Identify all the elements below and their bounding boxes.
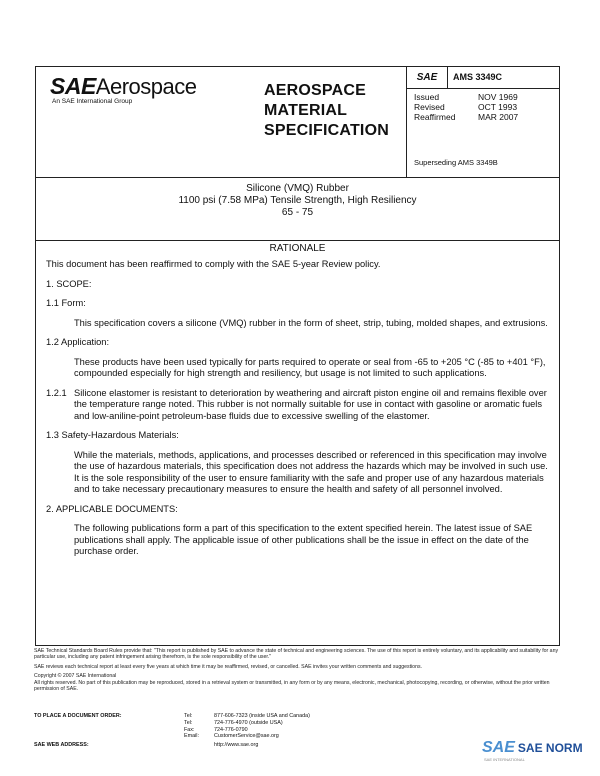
ams-number: AMS 3349C [453,72,503,82]
section-1-3-heading: 1.3 Safety-Hazardous Materials: [46,430,179,440]
section-1-1-heading: 1.1 Form: [46,298,86,308]
section-1-2-1-number: 1.2.1 [46,387,67,398]
material-title [36,183,559,219]
material-title-line: Silicone (VMQ) Rubber [246,183,349,194]
section-1-2-text: These products have been used typically for parts required to operate or seal from -65 to +205 °C (-85 to +401 °F), compounded especially for high strength and resiliency, but usage is not limited to such applications. [74,356,546,378]
date-label: Issued [414,92,440,102]
superseding-note: Superseding AMS 3349B [414,158,498,167]
web-address-link[interactable]: http://www.sae.org [214,742,259,749]
title-line: AEROSPACE [264,82,366,99]
document-body [46,259,551,558]
contact-value: 724-776-0790 [214,726,248,733]
logo-subtitle: An SAE International Group [52,98,133,105]
contact-value: 724-776-4970 (outside USA) [214,719,283,726]
document-type-title [264,81,389,141]
contact-value: 877-606-7323 (inside USA and Canada) [214,713,310,719]
watermark-word: SAE NORM [517,741,583,755]
document-info-column [406,67,560,177]
section-1-2-1 [46,388,551,423]
section-1-2-1-text: Silicone elastomer is resistant to deterioration by weathering and aircraft piston engine oil and remains flexible over the temperature range noted. This rubber is not normally suitable for use in contact with gasoline or aromatic fuels and low-aniline-point petroleum-base fluids due to excessive swelling of the elastomer. [74,387,547,421]
logo-brand: SAE [50,73,96,99]
footer-review-text: SAE reviews each technical report at least every five years at which time it may be reaffirmed, revised, or cancelled. SAE invites your written comments and suggestions. [34,663,422,670]
section-1-2-heading: 1.2 Application: [46,337,110,347]
contact-label: Tel: [184,719,193,726]
order-label: TO PLACE A DOCUMENT ORDER: [34,713,122,719]
sae-aerospace-logo [50,73,196,105]
watermark-mark: SAE [482,739,515,756]
contact-label: Email: [184,733,199,740]
contact-label: Tel: [184,713,193,719]
contact-value[interactable]: CustomerService@sae.org [214,733,279,740]
footer-copyright: Copyright © 2007 SAE International [34,673,117,680]
material-title-line: 65 - 75 [281,207,314,218]
section-2-text: The following publications form a part of this specification to the extent specified herein. The latest issue of SAE publications shall apply. The applicable issue of other publications shall be the issue in effect on the date of the purchase order. [74,523,533,556]
section-2-heading: 2. APPLICABLE DOCUMENTS: [46,503,178,514]
date-label: Reaffirmed [414,112,456,122]
sae-norm-watermark [482,739,583,762]
document-header [36,67,559,178]
material-title-line: 1100 psi (7.58 MPa) Tensile Strength, High Resiliency [178,195,417,206]
rationale-heading: RATIONALE [36,240,559,254]
footer-rights-text: All rights reserved. No part of this publication may be reproduced, stored in a retrieval system or transmitted, in any form or by any means, electronic, mechanical, photocopying, recording, or otherwise, without the prior written permission of SAE. [34,679,550,693]
date-value: MAR 2007 [478,112,519,122]
document-dates [414,92,518,122]
section-1-heading: 1. SCOPE: [46,278,92,289]
ams-number-row [407,67,560,89]
date-value: OCT 1993 [478,102,518,112]
section-1-3-text: While the materials, methods, applications, and processes described or referenced in this specification may involve the use of hazardous materials, this specification does not address the hazards which may be involved in such use. It is the sole responsibility of the user to ensure familiarity with the safe and proper use of any hazardous materials and to take necessary precautionary measures to ensure the health and safety of all personnel involved. [74,449,548,494]
footer-rules-text: SAE Technical Standards Board Rules provide that: "This report is published by SAE to advance the state of technical and engineering sciences. The use of this report is entirely voluntary, and its applicability and suitability for any particular use, including any patent infringement arising therefrom, is the sole responsibility of the user." [34,648,559,661]
order-contacts [34,713,354,749]
watermark-tagline: SAE INTERNATIONAL [484,757,525,762]
logo-product: Aerospace [95,74,197,99]
date-label: Revised [414,102,445,112]
legal-footer [34,648,560,692]
section-1-1-text: This specification covers a silicone (VMQ) rubber in the form of sheet, strip, tubing, molded shapes, and extrusions. [74,317,548,328]
title-line: SPECIFICATION [264,122,389,139]
rationale-text: This document has been reaffirmed to comply with the SAE 5-year Review policy. [46,259,381,269]
web-label: SAE WEB ADDRESS: [34,742,89,749]
document-frame [35,66,560,646]
title-line: MATERIAL [264,102,348,119]
contact-label: Fax: [184,726,195,733]
sae-mark: SAE [407,67,448,88]
date-value: NOV 1969 [478,92,518,102]
